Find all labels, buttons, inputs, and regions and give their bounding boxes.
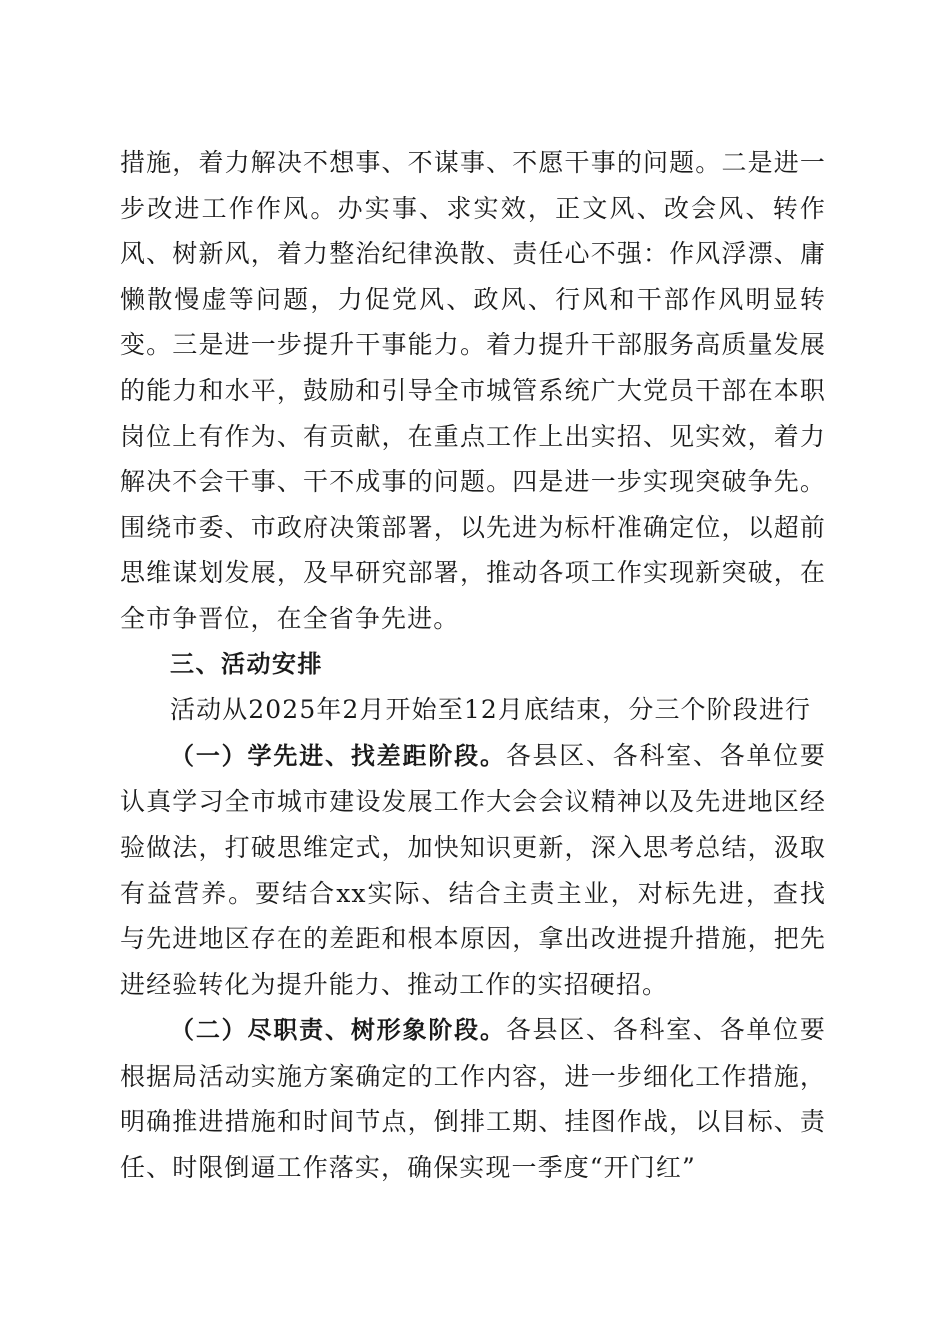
stage-two-text: 各县区、各科室、各单位要根据局活动实施方案确定的工作内容，进一步细化工作措施，明确推进措施和时间节点，倒排工期、挂图作战，以目标、责任、时限倒逼工作落实，确保实现一季度“开门红” (120, 1015, 826, 1183)
stage-two-title: （二）尽职责、树形象阶段。 (170, 1016, 506, 1045)
activity-intro: 活动从2025年2月开始至12月底结束，分三个阶段进行 (170, 695, 812, 725)
section-heading: 三、活动安排 (170, 649, 323, 678)
stage-one-text: 各县区、各科室、各单位要认真学习全市城市建设发展工作大会会议精神以及先进地区经验做法，打破思维定式，加快知识更新，深入思考总结，汲取有益营养。要结合xx实际、结合主责主业，对标先进，查找与先进地区存在的差距和根本原因，拿出改进提升措施，把先进经验转化为提升能力、推动工作的实招硬招。 (120, 740, 826, 999)
stage-one-title: （一）学先进、找差距阶段。 (170, 741, 506, 770)
stage-two-paragraph (120, 1007, 826, 1190)
stage-one-paragraph (120, 733, 826, 1008)
paragraph-continuation: 措施，着力解决不想事、不谋事、不愿干事的问题。二是进一步改进工作作风。办实事、求实效，正文风、改会风、转作风、树新风，着力整治纪律涣散、责任心不强：作风浮漂、庸懒散慢虚等问题，力促党风、政风、行风和干部作风明显转变。三是进一步提升干事能力。着力提升干部服务高质量发展的能力和水平，鼓励和引导全市城管系统广大党员干部在本职岗位上有作为、有贡献，在重点工作上出实招、见实效，着力解决不会干事、干不成事的问题。四是进一步实现突破争先。围绕市委、市政府决策部署，以先进为标杆准确定位，以超前思维谋划发展，及早研究部署，推动各项工作实现新突破，在全市争晋位，在全省争先进。 (120, 148, 826, 633)
document-body (120, 140, 826, 1191)
